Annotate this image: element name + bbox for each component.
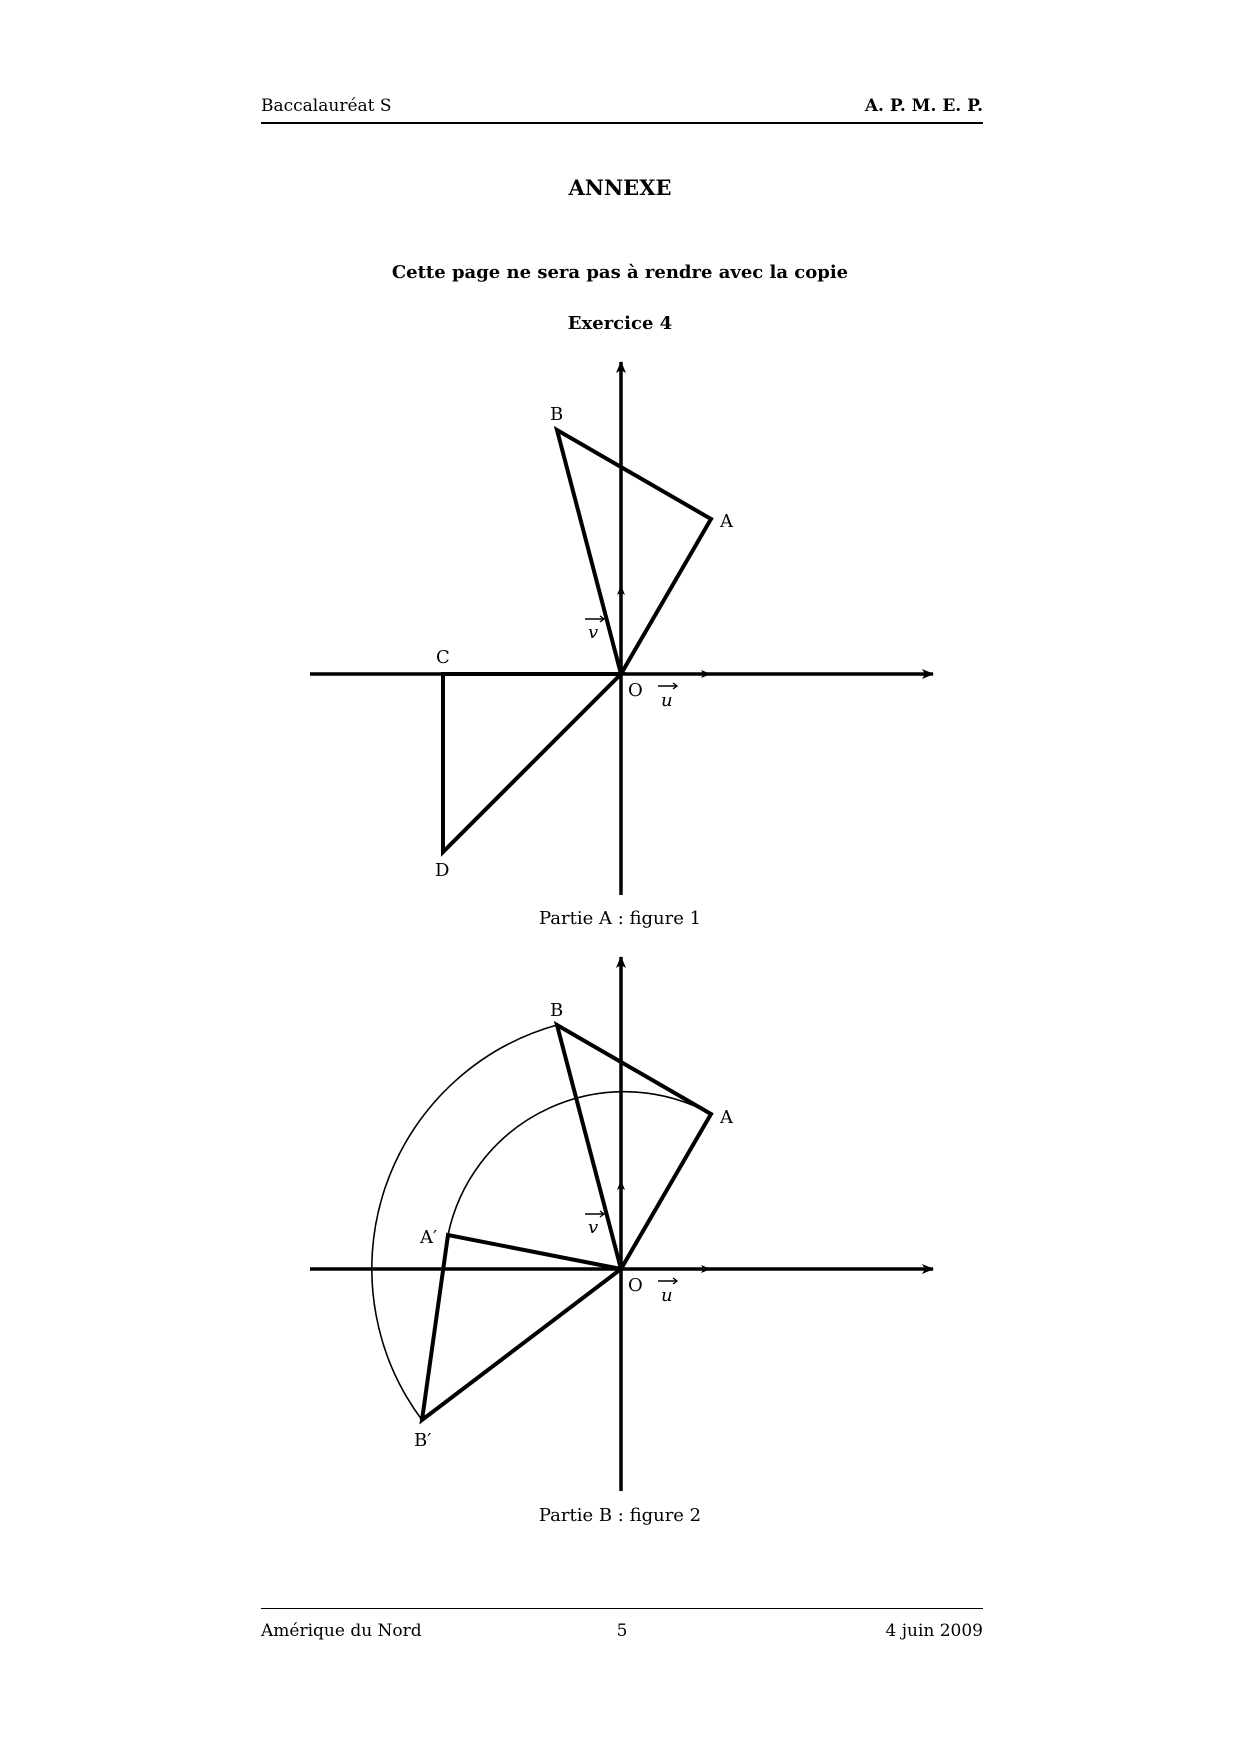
- label-A-prime: A′: [420, 1227, 438, 1248]
- page-footer: [261, 1608, 983, 1649]
- footer-date: 4 juin 2009: [885, 1621, 983, 1641]
- triangle-OA'B': [422, 1235, 621, 1420]
- triangle-OAB: [557, 1025, 711, 1269]
- label-u-text: u: [661, 1285, 673, 1306]
- footer-left-text: Amérique du Nord: [261, 1621, 422, 1641]
- label-O: O: [628, 1275, 643, 1296]
- triangle-OCD: [443, 674, 621, 852]
- exercise-heading: Exercice 4: [567, 313, 673, 334]
- label-u: [658, 683, 677, 711]
- label-B: B: [550, 404, 564, 425]
- page-title: ANNEXE: [568, 175, 672, 200]
- page-number: 5: [616, 1621, 628, 1641]
- figure-2: [310, 957, 933, 1491]
- triangle-OAB: [557, 430, 711, 674]
- header-right-text: A. P. M. E. P.: [864, 96, 983, 116]
- figure-1: [310, 362, 933, 895]
- figure-2-caption: Partie B : figure 2: [538, 1505, 702, 1526]
- label-v: [585, 616, 604, 643]
- label-O: O: [628, 680, 643, 701]
- label-B: B: [550, 1000, 564, 1021]
- label-B-prime: B′: [414, 1430, 432, 1451]
- label-v-text: v: [588, 1217, 599, 1238]
- arc-outer: [372, 1025, 557, 1420]
- label-A: A: [720, 1107, 733, 1128]
- label-v: [585, 1211, 604, 1238]
- header-left-text: Baccalauréat S: [261, 96, 392, 116]
- label-C: C: [436, 647, 450, 668]
- label-u: [658, 1278, 677, 1306]
- label-A: A: [720, 511, 733, 532]
- label-u-text: u: [661, 690, 673, 711]
- figure-1-caption: Partie A : figure 1: [538, 908, 702, 929]
- label-v-text: v: [588, 622, 599, 643]
- page-subtitle: Cette page ne sera pas à rendre avec la copie: [391, 262, 849, 283]
- label-D: D: [435, 860, 450, 881]
